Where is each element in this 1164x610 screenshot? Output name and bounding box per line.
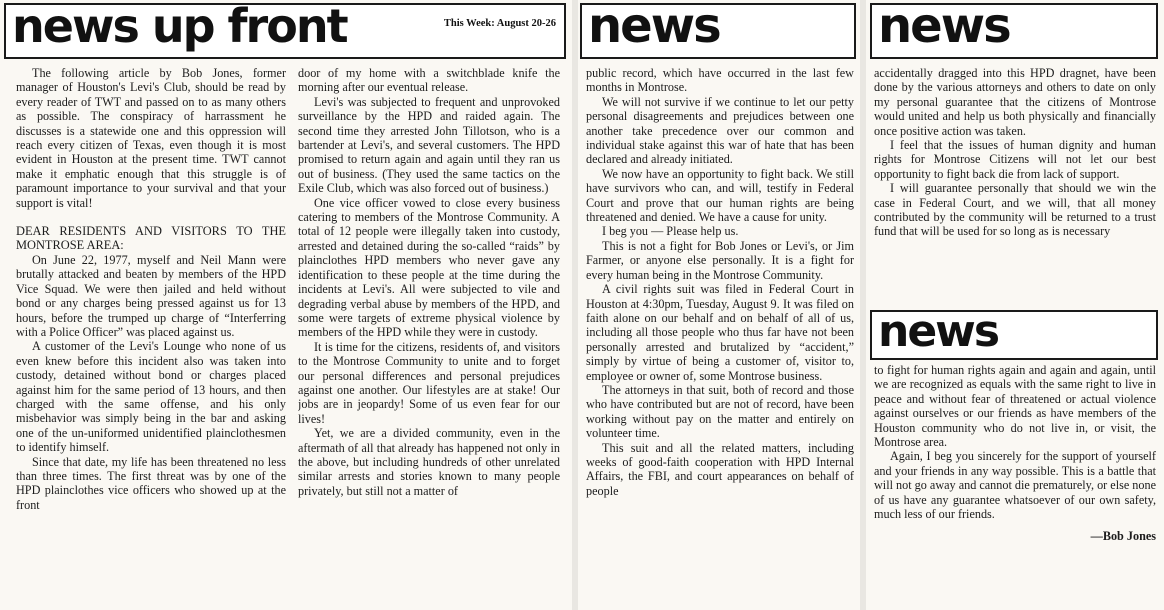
page-panel-2	[578, 0, 860, 610]
article-column-2	[298, 66, 560, 610]
article-paragraph: I beg you — Please help us.	[602, 224, 739, 239]
article-column-4-top	[874, 66, 1156, 302]
article-paragraph: We now have an opportunity to fight back. We still have survivors who can, and will, testify in Federal Court and prove that our human rights are being threatened and denied. We have a cause for unity.	[586, 166, 854, 225]
article-paragraph: door of my home with a switchblade knife the morning after our eventual release.	[298, 66, 560, 95]
article-paragraph: One vice officer vowed to close every business catering to members of the Montrose Community. A total of 12 people were illegally taken into custody, arrested and detained during the so-called “raids” by plainclothes HPD members who never gave any identification to these people at the time during the incidents at Levi's. All were subjected to vile and degrading verbal abuse by members of the HPD, and some were targets of extreme physical violence by members of the HPD while they were in custody.	[298, 195, 560, 340]
page-panel-1	[0, 0, 572, 610]
article-paragraph: Since that date, my life has been threatened no less than three times. The first threat was by one of the HPD plainclothes vice officers who showed up at the front	[16, 454, 286, 512]
masthead-news-3	[870, 3, 1158, 59]
article-paragraph: A civil rights suit was filed in Federal Court in Houston at 4:30pm, Tuesday, August 9. It was filed on faith alone on our behalf and on behalf of all of us, including all those people who thus far have not been personally arrested and brutalized by “accident,” simply by virtue of being a customer of, visitor to, employee or owner of, some Montrose business.	[586, 282, 854, 383]
letter-heading: DEAR RESIDENTS AND VISITORS TO THE MONTROSE AREA:	[16, 224, 286, 253]
article-paragraph: Again, I beg you sincerely for the support of yourself and your friends in any way possible. This is a battle that will not go away and cannot die prematurely, or else none of us have any guarantee whatsoever of our own safety, much less of our friends.	[874, 449, 1156, 522]
article-paragraph: We will not survive if we continue to let our petty personal disagreements and prejudices between one another take precedence over our common and individual stake against this war of hate that has been declared and already initiated.	[586, 94, 854, 167]
article-paragraph: accidentally dragged into this HPD dragnet, have been done by the various attorneys and others to date on only my personal guarantee that the citizens of Montrose would united and help us both physically and financially once positive action was taken.	[874, 66, 1156, 138]
article-column-3	[586, 66, 854, 610]
intro-paragraph: The following article by Bob Jones, former manager of Houston's Levi's Club, should be read by every reader of TWT and passed on to as many others as possible. The conspiracy of harrassment he discusses is a statewide one and this oppression will reach every citizen of Texas, even though it is most evident in Houston at the present time. TWT cannot make it emphatic enough that this struggle is of paramount importance to your survival and that your support is vital!	[16, 66, 286, 210]
article-paragraph: This suit and all the related matters, including weeks of good-faith cooperation with HPD Internal Affairs, the FBI, and court appearances on behalf of people	[586, 440, 854, 498]
news-logo: news	[588, 3, 720, 54]
article-paragraph: This is not a fight for Bob Jones or Levi's, or Jim Farmer, or anyone else personally. It is a fight for every human being in the Montrose Community.	[586, 238, 854, 282]
article-paragraph: public record, which have occurred in the last few months in Montrose.	[586, 66, 854, 95]
article-paragraph: The attorneys in that suit, both of record and those who have contributed but are not of record, have been working without pay on the matter and entirely on volunteer time.	[586, 382, 854, 441]
masthead-news-2	[580, 3, 856, 59]
article-paragraph: It is time for the citizens, residents of, and visitors to the Montrose Community to unite and to forget our personal differences and personal prejudices against one another. Our lifestyles are at stake! Our jobs are in jeopardy! Some of us even fear for our lives!	[298, 339, 560, 426]
news-logo: news	[878, 310, 999, 357]
article-paragraph: A customer of the Levi's Lounge who none of us even knew before this incident also was taken into custody, detained without bond or charges placed against him for the same period of 13 hours, and then charged with the same offense, and his only misbehavior was simply being in the bar and asking one of the un-uniformed unidentified plainclothesmen to identify himself.	[16, 339, 286, 455]
article-paragraph: I will guarantee personally that should we win the case in Federal Court, and we will, that all money contributed by the community will be returned to a trust fund that will be used for so long as is necessary	[874, 181, 1156, 239]
article-paragraph: to fight for human rights again and again and again, until we are recognized as equals with the same right to live in peace and without fear of threatened or actual violence against ourselves or our friends as have members of the Houston community who do not live in, or visit, the Montrose area.	[874, 363, 1156, 450]
article-paragraph: Levi's was subjected to frequent and unprovoked surveillance by the HPD and raided again. The second time they arrested John Tillotson, who is a bartender at Levi's, and several customers. The HPD promised to return again and again until they ran us out of business. (They used the same tactics on the Exile Club, which was also forced out of business.)	[298, 94, 560, 196]
masthead-news-4	[870, 310, 1158, 360]
news-logo: news	[878, 3, 1010, 54]
issue-date: This Week: August 20-26	[443, 18, 556, 29]
article-column-1	[16, 66, 286, 610]
article-column-4-bottom	[874, 363, 1156, 608]
article-paragraph: I feel that the issues of human dignity and human rights for Montrose Citizens will not let our best opportunity to fight back die from lack of support.	[874, 138, 1156, 181]
news-up-front-logo: news up front	[12, 3, 347, 53]
masthead-news-up-front	[4, 3, 566, 59]
article-paragraph: On June 22, 1977, myself and Neil Mann were brutally attacked and beaten by members of the HPD Vice Squad. We were then jailed and held without bond or any charges being pressed against us for 13 hours, before the trumped up charge of “Interferring with a Police Officer” was placed against us.	[16, 252, 286, 339]
article-paragraph: Yet, we are a divided community, even in the aftermath of all that already has happened not only in the above, but including hundreds of other unrelated similar arrests and stories known to many people privately, but still not a matter of	[298, 426, 560, 498]
page-panel-3	[866, 0, 1164, 610]
signature: —Bob Jones	[1090, 529, 1156, 544]
